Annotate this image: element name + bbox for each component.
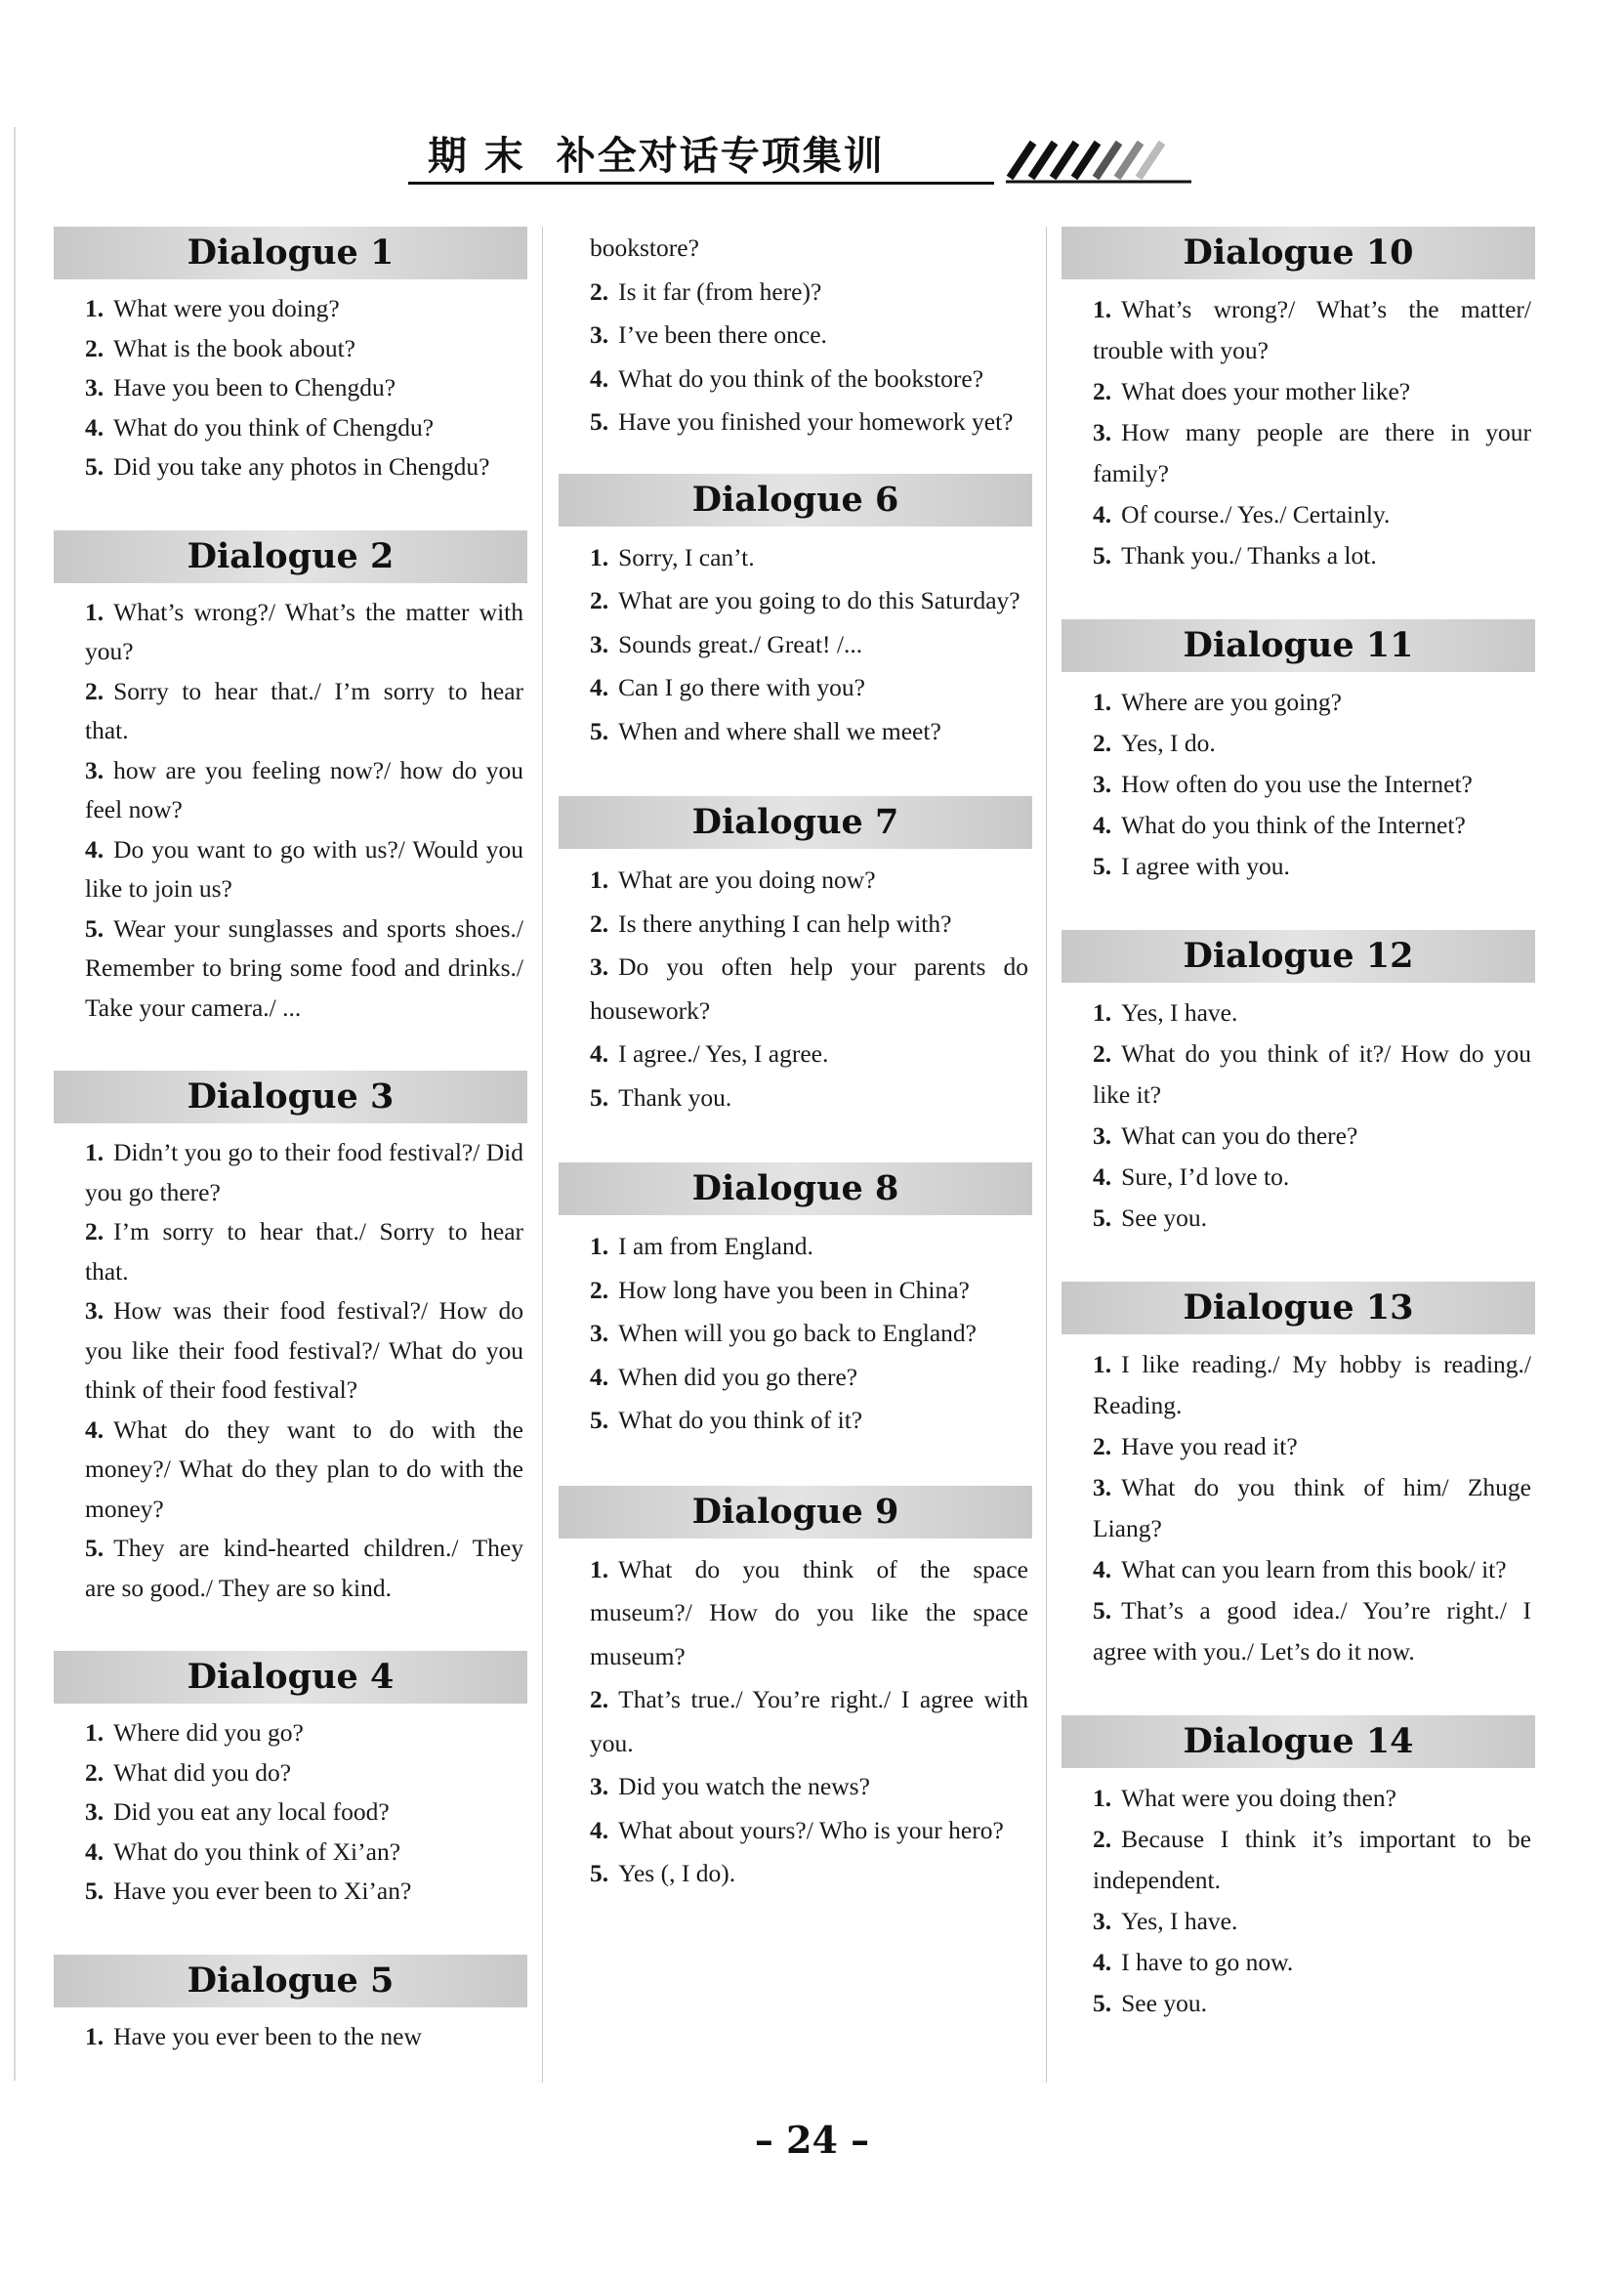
answer-item (54, 289, 527, 329)
item-text: What do they want to do with the money?/ What do they plan to do with the money? (85, 1414, 523, 1523)
answer-item (54, 1713, 527, 1753)
item-number: 3. (85, 373, 104, 401)
answer-item (1062, 846, 1535, 887)
answer-item (559, 903, 1032, 947)
page-edge-shadow (14, 127, 16, 2081)
item-number: 1. (85, 597, 104, 626)
item-number: 4. (85, 834, 104, 864)
item-number: 2. (1093, 1039, 1112, 1068)
item-number: 4. (1093, 500, 1112, 528)
item-text: Is there anything I can help with? (618, 908, 952, 938)
answer-item (1062, 1033, 1535, 1116)
item-number: 2. (85, 1757, 104, 1787)
item-number: 1. (85, 1718, 104, 1747)
item-text: When will you go back to England? (618, 1319, 977, 1347)
item-text: What are you going to do this Saturday? (618, 586, 1020, 614)
item-number: 1. (590, 865, 609, 894)
answer-item (54, 830, 527, 909)
item-text: Wear your sunglasses and sports shoes./ Remember to bring some food and drinks./ Take your camera./ ... (85, 913, 523, 1022)
item-text: How long have you been in China? (618, 1275, 970, 1304)
answer-item (559, 314, 1032, 358)
answer-item (559, 358, 1032, 401)
continued-text: bookstore? (590, 233, 699, 262)
answer-item (54, 672, 527, 751)
item-text: Have you ever been to the new (113, 2021, 422, 2050)
dialogue-section (54, 1071, 527, 1608)
item-number: 1. (590, 1232, 609, 1260)
dialogue-section (1062, 1715, 1535, 2024)
item-number: 4. (1093, 1555, 1112, 1583)
item-number: 4. (1093, 1948, 1112, 1976)
answer-item (54, 2017, 527, 2057)
item-number: 5. (1093, 1596, 1112, 1624)
dialogue-title: Dialogue 1 (54, 227, 527, 279)
item-number: 2. (85, 1217, 104, 1245)
item-text: What do you think of it?/ How do you like it? (1093, 1039, 1531, 1109)
item-number: 2. (590, 908, 609, 938)
item-number: 3. (590, 952, 609, 981)
answer-item (559, 1033, 1032, 1076)
item-number: 1. (1093, 998, 1112, 1027)
item-text: When did you go there? (618, 1362, 858, 1391)
item-text: I’m sorry to hear that./ Sorry to hear that. (85, 1217, 523, 1286)
dialogue-title: Dialogue 4 (54, 1651, 527, 1704)
dialogue-title: Dialogue 7 (559, 796, 1032, 849)
answer-item (1062, 764, 1535, 805)
item-text: What does your mother like? (1121, 377, 1411, 405)
answer-item (1062, 1778, 1535, 1819)
dialogue-title: Dialogue 8 (559, 1162, 1032, 1215)
answer-item (1062, 494, 1535, 535)
answer-item (1062, 1549, 1535, 1590)
item-number: 5. (590, 716, 609, 745)
answer-column-3 (1062, 227, 1535, 2092)
item-number: 4. (590, 1815, 609, 1844)
item-text: Do you often help your parents do housework? (590, 952, 1028, 1025)
answer-item (1062, 412, 1535, 494)
item-text: Didn’t you go to their food festival?/ Did you go there? (85, 1138, 523, 1206)
item-text: What are you doing now? (618, 865, 876, 894)
answer-column-2 (559, 227, 1032, 2092)
item-text: What were you doing then? (1121, 1784, 1396, 1812)
item-text: I agree./ Yes, I agree. (618, 1039, 829, 1068)
dialogue-section (1062, 619, 1535, 887)
answer-item (559, 1852, 1032, 1896)
item-number: 2. (590, 1275, 609, 1304)
answer-item (54, 1529, 527, 1608)
item-number: 5. (1093, 852, 1112, 880)
item-number: 3. (1093, 1473, 1112, 1501)
answer-item (1062, 1344, 1535, 1426)
item-text: Of course./ Yes./ Certainly. (1121, 500, 1391, 528)
answer-item (559, 1809, 1032, 1853)
item-text: Did you take any photos in Chengdu? (113, 452, 490, 481)
item-number: 2. (1093, 377, 1112, 405)
item-text: Because I think it’s important to be independent. (1093, 1825, 1531, 1894)
item-text: What do you think of him/ Zhuge Liang? (1093, 1473, 1531, 1542)
item-number: 4. (590, 363, 609, 393)
item-text: Sounds great./ Great! /... (618, 629, 863, 658)
answer-item (54, 368, 527, 408)
item-number: 2. (1093, 729, 1112, 757)
item-text: I am from England. (618, 1232, 813, 1260)
answer-item (559, 1399, 1032, 1443)
answer-item (559, 1269, 1032, 1313)
answer-column-1 (54, 227, 527, 2092)
answer-item (54, 1411, 527, 1530)
dialogue-title: Dialogue 3 (54, 1071, 527, 1123)
item-number: 4. (85, 1836, 104, 1866)
item-text: Did you watch the news? (618, 1772, 870, 1800)
answer-item (1062, 992, 1535, 1033)
continued-items (559, 271, 1032, 444)
item-number: 4. (590, 673, 609, 701)
item-number: 1. (1093, 688, 1112, 716)
item-number: 2. (85, 333, 104, 362)
item-text: Have you been to Chengdu? (113, 373, 396, 401)
item-number: 2. (1093, 1432, 1112, 1460)
answer-item (559, 946, 1032, 1033)
item-number: 3. (590, 1319, 609, 1347)
dialogue-title: Dialogue 9 (559, 1486, 1032, 1539)
answer-item (559, 536, 1032, 580)
dialogue-section (1062, 227, 1535, 576)
item-number: 1. (85, 294, 104, 322)
answer-item (559, 710, 1032, 754)
dialogue-section (559, 474, 1032, 754)
item-number: 4. (1093, 1162, 1112, 1191)
answer-item (54, 447, 527, 487)
item-text: Yes (, I do). (618, 1859, 736, 1887)
dialogue-title: Dialogue 13 (1062, 1282, 1535, 1334)
item-text: Did you eat any local food? (113, 1797, 390, 1826)
item-text: how are you feeling now?/ how do you feel now? (85, 755, 523, 823)
item-text: Yes, I have. (1121, 1907, 1238, 1935)
item-text: Have you finished your homework yet? (618, 407, 1014, 436)
answer-item (1062, 535, 1535, 576)
item-number: 3. (1093, 1907, 1112, 1935)
answer-item (1062, 805, 1535, 846)
answer-item (54, 1291, 527, 1411)
item-number: 5. (1093, 1989, 1112, 2017)
column-divider (1046, 227, 1047, 2083)
item-text: Can I go there with you? (618, 673, 865, 701)
item-number: 1. (590, 542, 609, 571)
answer-item (54, 1833, 527, 1873)
item-number: 1. (1093, 1784, 1112, 1812)
answer-item (1062, 1198, 1535, 1239)
item-text: Where did you go? (113, 1718, 304, 1747)
dialogue-section (54, 227, 527, 487)
item-text: What were you doing? (113, 294, 340, 322)
item-text: Have you read it? (1121, 1432, 1298, 1460)
item-number: 3. (85, 1296, 104, 1325)
answer-item (54, 1792, 527, 1833)
answer-item (1062, 1426, 1535, 1467)
dialogue-title: Dialogue 2 (54, 530, 527, 583)
page-number: – 24 – (754, 2118, 870, 2162)
item-text: Is it far (from here)? (618, 276, 822, 306)
answer-item (54, 329, 527, 369)
item-text: I’ve been there once. (618, 320, 827, 349)
item-number: 5. (590, 407, 609, 436)
item-text: Thank you. (618, 1082, 732, 1112)
answer-item (1062, 1116, 1535, 1157)
answer-item (1062, 1983, 1535, 2024)
dialogue-title: Dialogue 5 (54, 1955, 527, 2007)
item-text: What’s wrong?/ What’s the matter/ trouble with you? (1093, 295, 1531, 364)
item-text: What is the book about? (113, 333, 355, 362)
item-text: I have to go now. (1121, 1948, 1294, 1976)
answer-item (1062, 1942, 1535, 1983)
item-number: 3. (590, 1772, 609, 1800)
page-title: 期 末 补全对话专项集训 (428, 134, 885, 179)
answer-item (1062, 682, 1535, 723)
item-text: See you. (1121, 1203, 1207, 1232)
item-number: 3. (1093, 770, 1112, 798)
item-number: 1. (85, 1138, 104, 1166)
item-text: What do you think of the bookstore? (618, 363, 984, 393)
answer-item (559, 1678, 1032, 1765)
item-number: 5. (590, 1082, 609, 1112)
item-number: 1. (590, 1554, 609, 1583)
item-text: What can you do there? (1121, 1121, 1358, 1150)
item-number: 5. (1093, 1203, 1112, 1232)
dialogue-section (559, 1486, 1032, 1896)
item-text: I agree with you. (1121, 852, 1290, 880)
item-number: 5. (590, 1859, 609, 1887)
dialogue-section (54, 1651, 527, 1912)
answer-item (1062, 1157, 1535, 1198)
dialogue-section (559, 796, 1032, 1119)
answer-item (559, 579, 1032, 623)
item-number: 3. (1093, 418, 1112, 446)
item-number: 2. (85, 676, 104, 705)
item-text: See you. (1121, 1989, 1207, 2017)
item-number: 1. (85, 2021, 104, 2050)
item-number: 3. (85, 1797, 104, 1826)
answer-item (54, 593, 527, 672)
dialogue-title: Dialogue 10 (1062, 227, 1535, 279)
item-number: 4. (85, 412, 104, 442)
answer-item (54, 1753, 527, 1793)
answer-item (54, 408, 527, 448)
dialogue-title: Dialogue 14 (1062, 1715, 1535, 1768)
answer-item (1062, 371, 1535, 412)
item-number: 2. (1093, 1825, 1112, 1853)
item-text: What’s wrong?/ What’s the matter with you? (85, 597, 523, 665)
item-number: 1. (1093, 295, 1112, 323)
item-text: When and where shall we meet? (618, 716, 941, 745)
answer-item (559, 1076, 1032, 1120)
item-text: Yes, I do. (1121, 729, 1216, 757)
item-text: What do you think of the space museum?/ How do you like the space museum? (590, 1554, 1028, 1670)
item-number: 4. (590, 1039, 609, 1068)
item-text: That’s a good idea./ You’re right./ I agree with you./ Let’s do it now. (1093, 1596, 1531, 1666)
item-text: Have you ever been to Xi’an? (113, 1876, 412, 1905)
item-number: 4. (85, 1414, 104, 1444)
item-text: How often do you use the Internet? (1121, 770, 1473, 798)
dialogue-title: Dialogue 12 (1062, 930, 1535, 983)
item-number: 5. (85, 1534, 104, 1562)
item-text: What can you learn from this book/ it? (1121, 1555, 1507, 1583)
decorative-slashes (1006, 139, 1191, 184)
item-text: Where are you going? (1121, 688, 1342, 716)
item-number: 3. (85, 755, 104, 784)
item-number: 2. (590, 1685, 609, 1713)
item-number: 2. (590, 586, 609, 614)
item-number: 4. (1093, 811, 1112, 839)
item-text: Yes, I have. (1121, 998, 1238, 1027)
item-text: What do you think of the Internet? (1121, 811, 1466, 839)
item-number: 3. (590, 629, 609, 658)
item-text: What did you do? (113, 1757, 292, 1787)
item-text: Sure, I’d love to. (1121, 1162, 1290, 1191)
dialogue-title: Dialogue 6 (559, 474, 1032, 527)
item-number: 4. (590, 1362, 609, 1391)
item-text: What do you think of it? (618, 1406, 863, 1434)
dialogue-section (54, 1955, 527, 2057)
item-text: What do you think of Xi’an? (113, 1836, 401, 1866)
item-text: How many people are there in your family? (1093, 418, 1531, 487)
item-text: I like reading./ My hobby is reading./ Reading. (1093, 1350, 1531, 1419)
dialogue-section (559, 1162, 1032, 1443)
answer-item (1062, 1590, 1535, 1672)
answer-item (559, 1765, 1032, 1809)
item-text: Sorry to hear that./ I’m sorry to hear that. (85, 676, 523, 744)
answer-item (559, 666, 1032, 710)
page-header (408, 125, 1180, 190)
title-underline (408, 182, 994, 185)
dialogue-section (1062, 1282, 1535, 1672)
item-text: They are kind-hearted children./ They are so good./ They are so kind. (85, 1534, 523, 1602)
item-number: 5. (1093, 541, 1112, 569)
answer-item (559, 859, 1032, 903)
item-text: What do you think of Chengdu? (113, 412, 435, 442)
answer-item (559, 1356, 1032, 1400)
column-divider (542, 227, 543, 2083)
answer-item (559, 401, 1032, 444)
answer-item (1062, 723, 1535, 764)
answer-item (54, 751, 527, 830)
answer-item (1062, 1467, 1535, 1549)
dialogue-title: Dialogue 11 (1062, 619, 1535, 672)
answer-item (1062, 1819, 1535, 1901)
answer-item (54, 909, 527, 1029)
answer-item (54, 1133, 527, 1212)
item-text: Do you want to go with us?/ Would you like to join us? (85, 834, 523, 903)
item-number: 5. (85, 913, 104, 943)
answer-item (1062, 289, 1535, 371)
item-text: What about yours?/ Who is your hero? (618, 1815, 1004, 1844)
item-number: 5. (85, 1876, 104, 1905)
answer-item (559, 1225, 1032, 1269)
answer-item (54, 1212, 527, 1291)
item-number: 5. (85, 452, 104, 481)
answer-item (559, 1548, 1032, 1679)
answer-item (559, 623, 1032, 667)
item-text: That’s true./ You’re right./ I agree with you. (590, 1685, 1028, 1757)
answer-item (559, 1312, 1032, 1356)
item-number: 2. (590, 276, 609, 306)
dialogue-section (54, 530, 527, 1029)
answer-item (559, 271, 1032, 315)
item-text: How was their food festival?/ How do you like their food festival?/ What do you think of their food festival? (85, 1296, 523, 1404)
item-number: 1. (1093, 1350, 1112, 1378)
item-number: 3. (590, 320, 609, 349)
dialogue-section (1062, 930, 1535, 1239)
answer-item (1062, 1901, 1535, 1942)
item-text: Sorry, I can’t. (618, 542, 755, 571)
item-text: Thank you./ Thanks a lot. (1121, 541, 1377, 569)
item-number: 3. (1093, 1121, 1112, 1150)
answer-item (54, 1872, 527, 1912)
item-number: 5. (590, 1406, 609, 1434)
